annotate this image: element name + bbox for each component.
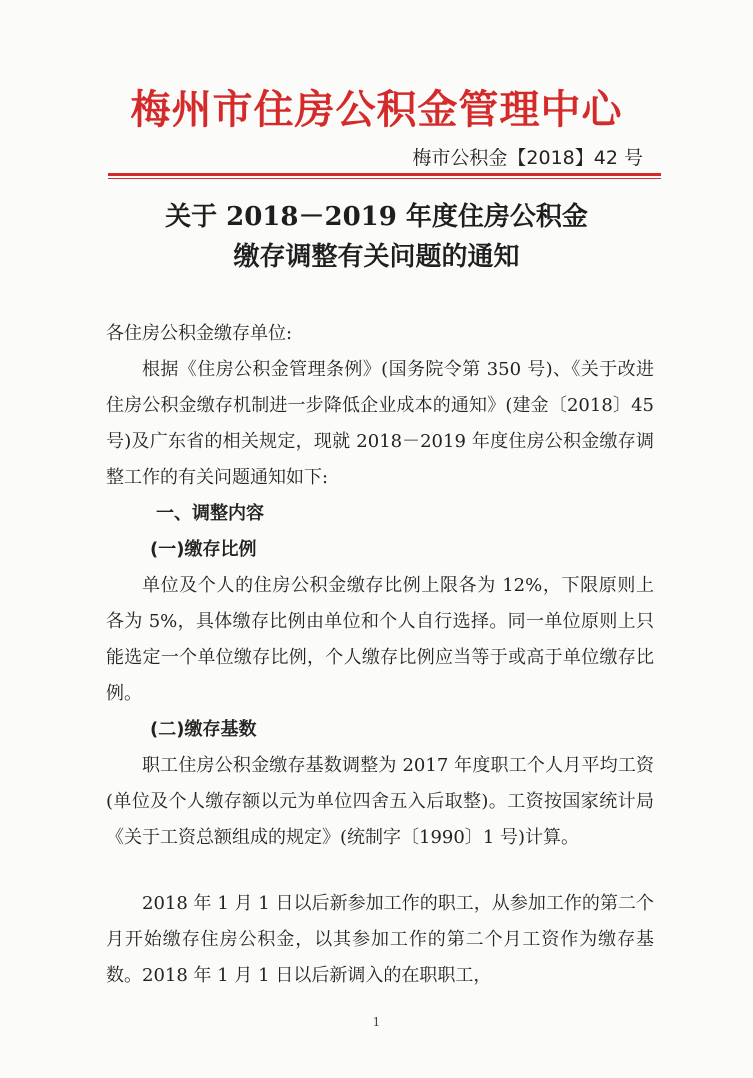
header-divider-thin — [108, 178, 661, 179]
contribution-base-paragraph: 职工住房公积金缴存基数调整为 2017 年度职工个人月平均工资(单位及个人缴存额以元为单位四舍五入后取整)。工资按国家统计局《关于工资总额组成的规定》(统制字〔1990〕1 号)计算。 — [106, 755, 654, 848]
subsection-heading-2: (二)缴存基数 — [150, 719, 257, 740]
new-employee-paragraph: 2018 年 1 月 1 日以后新参加工作的职工，从参加工作的第二个月开始缴存住房公积金，以其参加工作的第二个月工资作为缴存基数。2018 年 1 月 1 日以后新调入的在职职工， — [106, 893, 654, 986]
header-divider-thick — [108, 173, 661, 176]
document-number: 梅市公积金【2018】42 号 — [412, 147, 643, 169]
page-number: 1 — [372, 1015, 381, 1029]
notice-title-line-1: 关于 2018－2019 年度住房公积金 — [165, 202, 588, 232]
intro-paragraph: 根据《住房公积金管理条例》(国务院令第 350 号)、《关于改进住房公积金缴存机制进一步降低企业成本的通知》(建金〔2018〕45 号)及广东省的相关规定，现就 2018－2019 年度住房公积金缴存调整工作的有关问题通知如下: — [106, 359, 654, 488]
subsection-heading-1: (一)缴存比例 — [150, 539, 257, 560]
notice-title-line-2: 缴存调整有关问题的通知 — [233, 242, 520, 272]
section-heading-1: 一、调整内容 — [156, 503, 264, 524]
organization-title: 梅州市住房公积金管理中心 — [130, 87, 623, 133]
salutation: 各住房公积金缴存单位: — [106, 323, 293, 344]
contribution-ratio-paragraph: 单位及个人的住房公积金缴存比例上限各为 12%，下限原则上各为 5%，具体缴存比例由单位和个人自行选择。同一单位原则上只能选定一个单位缴存比例，个人缴存比例应当等于或高于单位缴存比例。 — [106, 575, 654, 704]
